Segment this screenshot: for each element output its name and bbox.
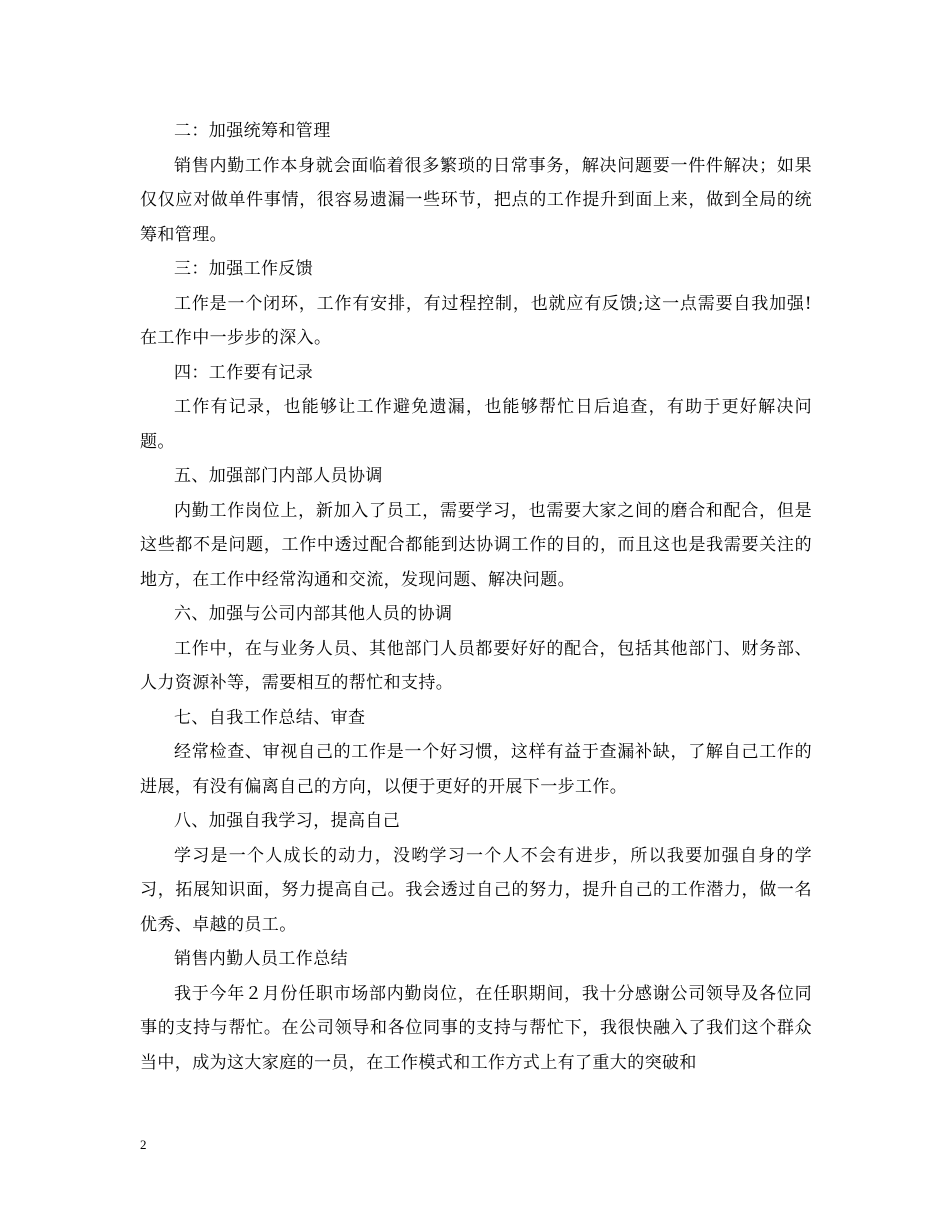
body-paragraph: 工作中，在与业务人员、其他部门人员都要好好的配合，包括其他部门、财务部、人力资源补等，需要相互的帮忙和支持。 xyxy=(140,638,812,693)
body-paragraph: 工作是一个闭环，工作有安排，有过程控制，也就应有反馈;这一点需要自我加强!在工作中一步步的深入。 xyxy=(140,293,812,348)
body-paragraph: 学习是一个人成长的动力，没哟学习一个人不会有进步，所以我要加强自身的学习，拓展知识面，努力提高自己。我会透过自己的努力，提升自己的工作潜力，做一名优秀、卓越的员工。 xyxy=(140,845,812,935)
section-heading: 七、自我工作总结、审查 xyxy=(174,707,366,728)
body-paragraph: 销售内勤工作本身就会面临着很多繁琐的日常事务，解决问题要一件件解决；如果仅仅应对做单件事情，很容易遗漏一些环节，把点的工作提升到面上来，做到全局的统筹和管理。 xyxy=(140,155,812,245)
body-paragraph: 我于今年２月份任职市场部内勤岗位，在任职期间，我十分感谢公司领导及各位同事的支持与帮忙。在公司领导和各位同事的支持与帮忙下，我很快融入了我们这个群众当中，成为这大家庭的一员，在工作模式和工作方式上有了重大的突破和 xyxy=(140,983,812,1073)
section-heading: 五、加强部门内部人员协调 xyxy=(174,466,383,486)
section-heading: 二：加强统筹和管理 xyxy=(174,121,331,141)
section-heading: 四：工作要有记录 xyxy=(174,362,314,383)
section-heading: 八、加强自我学习，提高自己 xyxy=(174,811,401,831)
page-number: 2 xyxy=(140,1137,147,1152)
section-heading: 六、加强与公司内部其他人员的协调 xyxy=(174,604,453,624)
section-heading: 销售内勤人员工作总结 xyxy=(174,949,348,969)
document-body xyxy=(140,114,812,1080)
body-paragraph: 经常检查、审视自己的工作是一个好习惯，这样有益于查漏补缺，了解自己工作的进展，有没有偏离自己的方向，以便于更好的开展下一步工作。 xyxy=(140,742,812,797)
body-paragraph: 内勤工作岗位上，新加入了员工，需要学习，也需要大家之间的磨合和配合，但是这些都不是问题，工作中透过配合都能到达协调工作的目的，而且这也是我需要关注的地方，在工作中经常沟通和交流，发现问题、解决问题。 xyxy=(140,500,812,590)
body-paragraph: 工作有记录，也能够让工作避免遗漏，也能够帮忙日后追查，有助于更好解决问题。 xyxy=(140,397,812,452)
section-heading: 三：加强工作反馈 xyxy=(174,259,314,279)
